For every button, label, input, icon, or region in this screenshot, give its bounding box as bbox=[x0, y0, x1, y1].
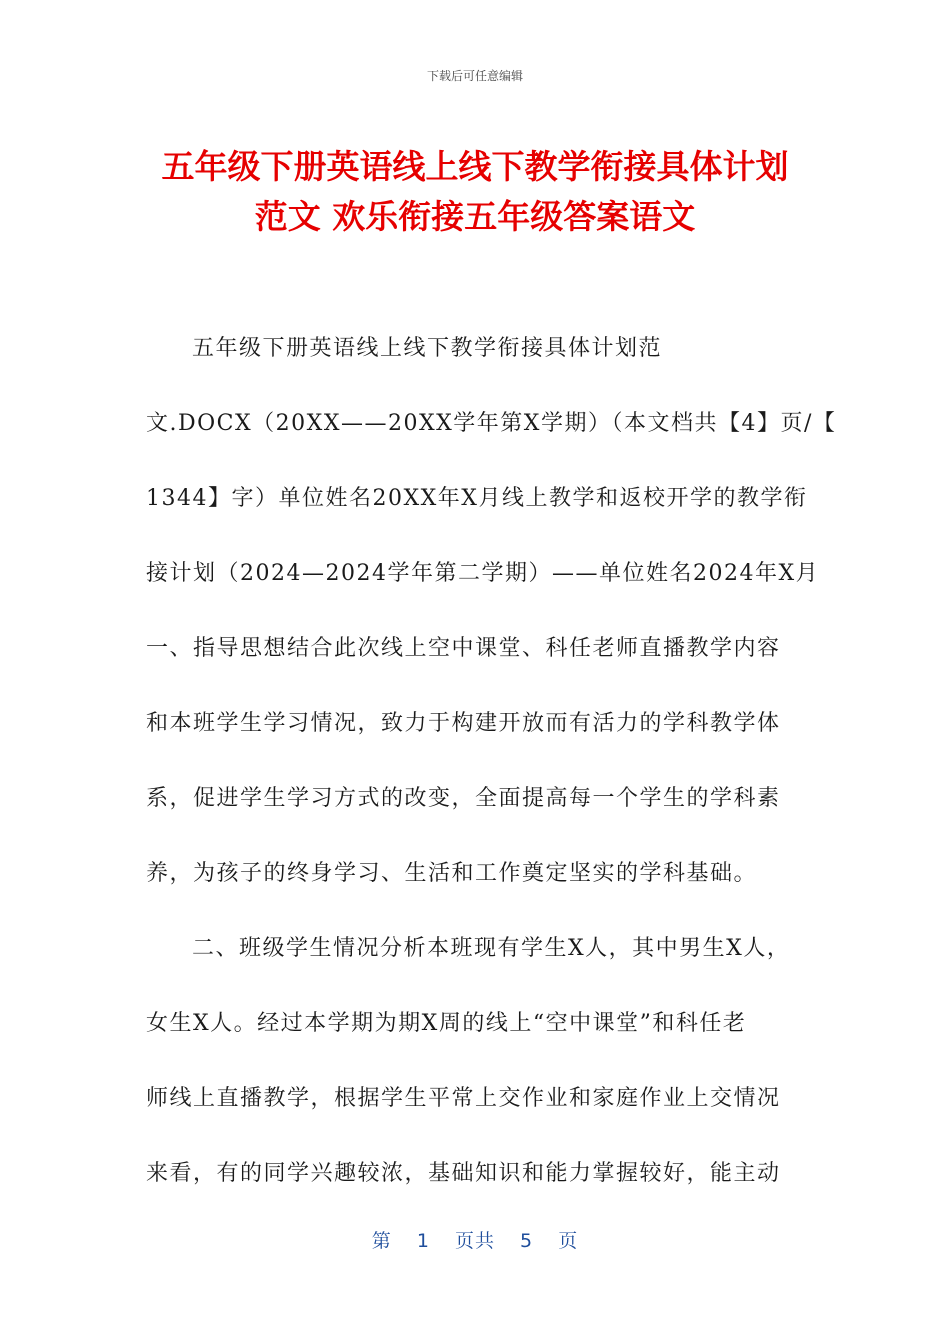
body-line: 二、班级学生情况分析本班现有学生X人，其中男生X人， bbox=[192, 936, 791, 961]
document-title bbox=[60, 142, 890, 242]
title-line-1: 五年级下册英语线上线下教学衔接具体计划 bbox=[161, 147, 789, 186]
body-line: 1344】字）单位姓名20XX年X月线上教学和返校开学的教学衔 bbox=[146, 486, 808, 511]
document-body bbox=[146, 311, 837, 1211]
title-line-2: 范文 欢乐衔接五年级答案语文 bbox=[254, 197, 696, 236]
header-note: 下载后可任意编辑 bbox=[426, 69, 523, 83]
body-line: 来看，有的同学兴趣较浓，基础知识和能力掌握较好，能主动 bbox=[146, 1161, 781, 1186]
page-footer bbox=[0, 1226, 950, 1253]
body-line: 文.DOCX（20XX——20XX学年第X学期）（本文档共【4】页/【 bbox=[146, 411, 837, 436]
footer-of-label: 页共 bbox=[454, 1230, 495, 1252]
footer-page-label: 第 bbox=[371, 1230, 392, 1252]
body-line: 一、指导思想结合此次线上空中课堂、科任老师直播教学内容 bbox=[146, 636, 781, 661]
footer-pages-suffix: 页 bbox=[558, 1230, 579, 1252]
body-line: 师线上直播教学，根据学生平常上交作业和家庭作业上交情况 bbox=[146, 1086, 781, 1111]
body-line: 和本班学生学习情况，致力于构建开放而有活力的学科教学体 bbox=[146, 711, 781, 736]
footer-page-number: 1 bbox=[416, 1230, 430, 1252]
body-line: 五年级下册英语线上线下教学衔接具体计划范 bbox=[192, 336, 663, 361]
footer-total-pages: 5 bbox=[520, 1230, 534, 1252]
body-line: 养，为孩子的终身学习、生活和工作奠定坚实的学科基础。 bbox=[146, 861, 758, 886]
body-line: 系，促进学生学习方式的改变，全面提高每一个学生的学科素 bbox=[146, 786, 781, 811]
body-line: 接计划（2024—2024学年第二学期）——单位姓名2024年X月 bbox=[146, 561, 820, 586]
body-line: 女生X人。经过本学期为期X周的线上“空中课堂”和科任老 bbox=[146, 1011, 747, 1036]
